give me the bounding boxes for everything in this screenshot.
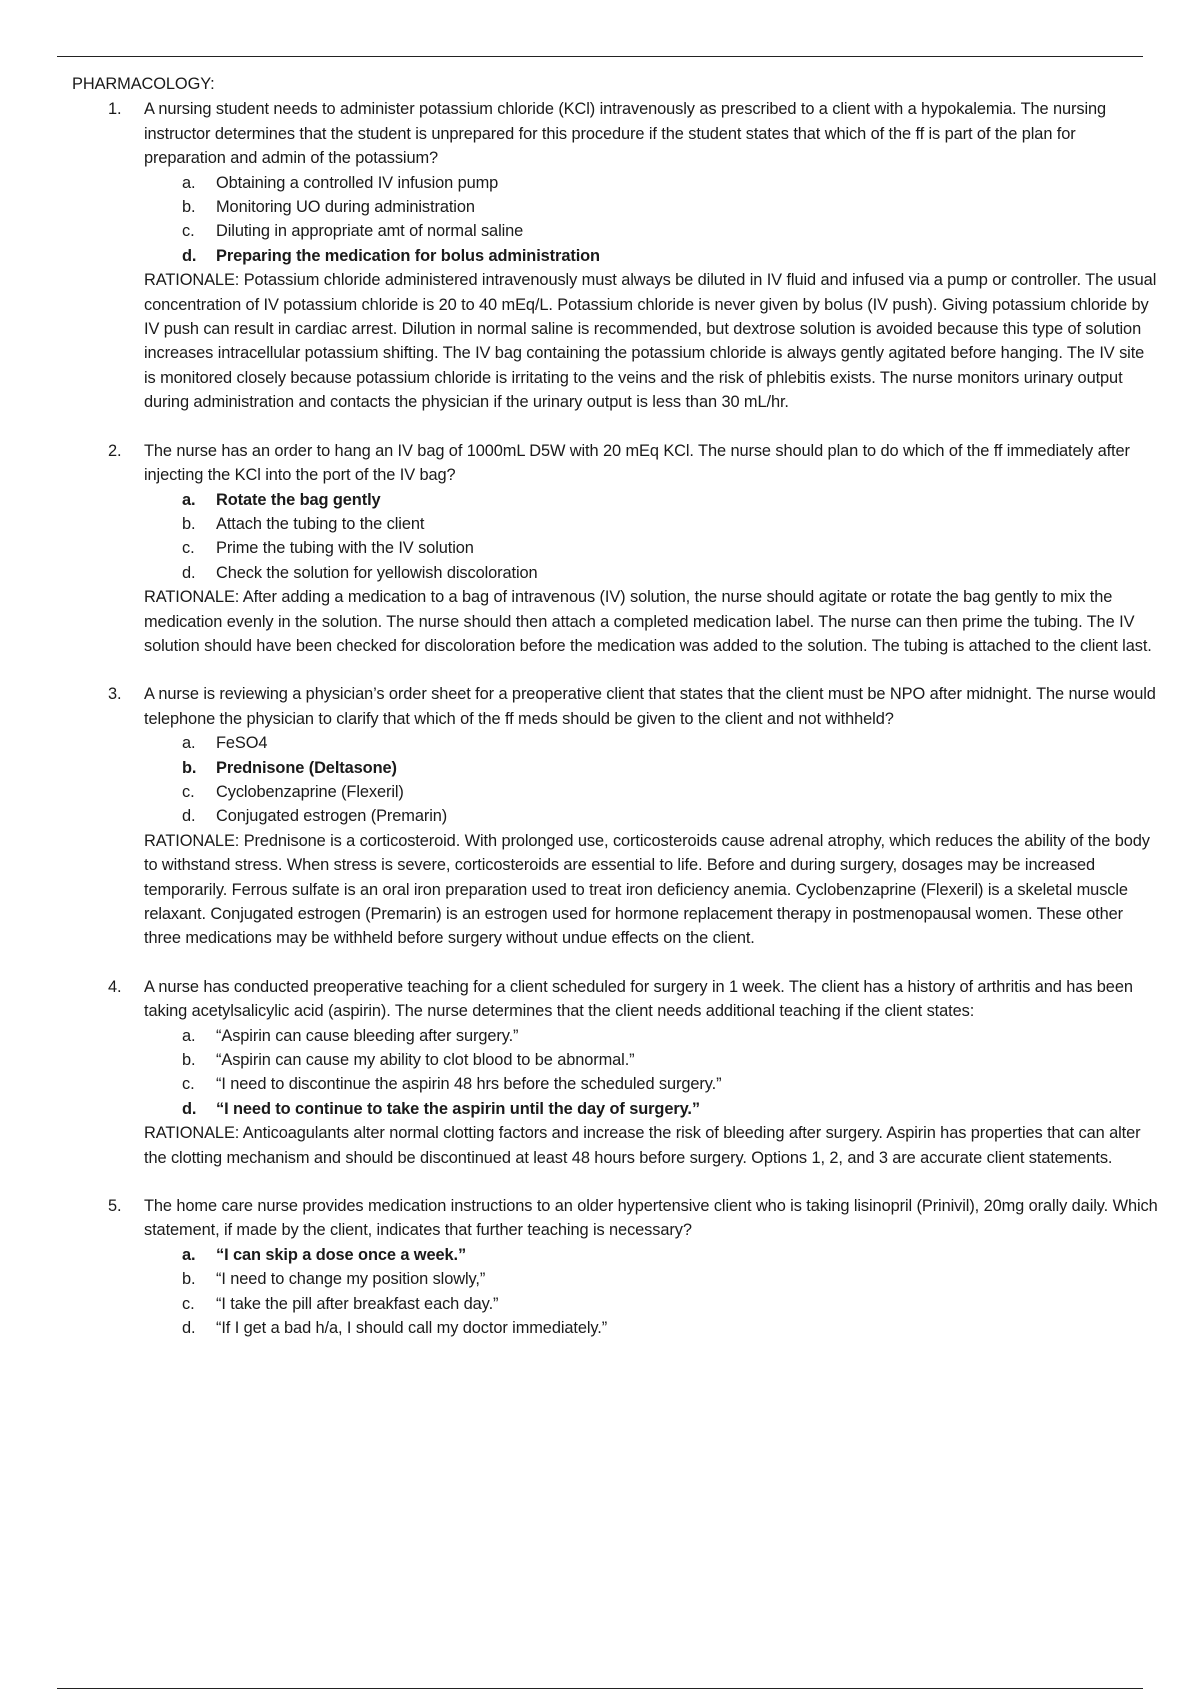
option-text: “Aspirin can cause my ability to clot blood to be abnormal.” [216, 1051, 635, 1070]
answer-option [144, 731, 1158, 755]
option-text: Preparing the medication for bolus administration [216, 246, 600, 265]
question-3 [72, 682, 1158, 950]
answer-option [144, 1267, 1158, 1291]
option-letter: a. [182, 1245, 196, 1264]
answer-option [144, 561, 1158, 585]
document-body [72, 72, 1158, 1341]
question-number: 2. [108, 441, 122, 460]
option-letter: c. [182, 1294, 195, 1313]
question-list [72, 97, 1158, 1340]
answer-option [144, 780, 1158, 804]
answer-option [144, 1292, 1158, 1316]
question-stem: The home care nurse provides medication instructions to an older hypertensive client who is taking lisinopril (Prinivil), 20mg orally daily. Which statement, if made by the client, indicates that further teaching is necessary? [144, 1197, 1158, 1240]
answer-option [144, 536, 1158, 560]
option-letter: c. [182, 222, 195, 241]
option-text: “I need to discontinue the aspirin 48 hrs before the scheduled surgery.” [216, 1075, 722, 1094]
question-5 [72, 1194, 1158, 1340]
option-letter: d. [182, 1099, 197, 1118]
question-1 [72, 97, 1158, 414]
option-text: Attach the tubing to the client [216, 514, 425, 533]
rationale-text: RATIONALE: After adding a medication to a bag of intravenous (IV) solution, the nurse should agitate or rotate the bag gently to mix the medication evenly in the solution. The nurse should then attach a completed medication label. The nurse can then prime the tubing. The IV solution should have been checked for discoloration before the medication was added to the solution. The tubing is attached to the client last. [144, 588, 1152, 655]
question-stem: A nurse is reviewing a physician’s order sheet for a preoperative client that states that the client must be NPO after midnight. The nurse would telephone the physician to clarify that which of the ff meds should be given to the client and not withheld? [144, 685, 1156, 728]
question-4 [72, 975, 1158, 1170]
answer-option [144, 1048, 1158, 1072]
bottom-rule [57, 1688, 1143, 1689]
option-letter: a. [182, 734, 196, 753]
rationale-text: RATIONALE: Prednisone is a corticosteroid. With prolonged use, corticosteroids cause adrenal atrophy, which reduces the ability of the body to withstand stress. When stress is severe, corticosteroids are essential to life. Before and during surgery, dosages may be increased temporarily. Ferrous sulfate is an oral iron preparation used to treat iron deficiency anemia. Cyclobenzaprine (Flexeril) is a skeletal muscle relaxant. Conjugated estrogen (Premarin) is an estrogen used for hormone replacement therapy in postmenopausal women. These other three medications may be withheld before surgery without undue effects on the client. [144, 831, 1150, 948]
option-letter: a. [182, 490, 196, 509]
answer-option [144, 512, 1158, 536]
question-number: 1. [108, 100, 122, 119]
option-text: Prednisone (Deltasone) [216, 758, 397, 777]
answer-option-correct [144, 1243, 1158, 1267]
rationale-text: RATIONALE: Potassium chloride administered intravenously must always be diluted in IV fluid and infused via a pump or controller. The usual concentration of IV potassium chloride is 20 to 40 mEq/L. Potassium chloride is never given by bolus (IV push). Giving potassium chloride by IV push can result in cardiac arrest. Dilution in normal saline is recommended, but dextrose solution is avoided because this type of solution increases intracellular potassium shifting. The IV bag containing the potassium chloride is always gently agitated before hanging. The IV site is monitored closely because potassium chloride is irritating to the veins and the risk of phlebitis exists. The nurse monitors urinary output during administration and contacts the physician if the urinary output is less than 30 mL/hr. [144, 271, 1157, 412]
option-letter: b. [182, 1051, 196, 1070]
question-stem: A nursing student needs to administer potassium chloride (KCl) intravenously as prescribed to a client with a hypokalemia. The nursing instructor determines that the student is unprepared for this procedure if the student states that which of the ff is part of the plan for preparation and admin of the potassium? [144, 100, 1107, 168]
rationale-text: RATIONALE: Anticoagulants alter normal clotting factors and increase the risk of bleeding after surgery. Aspirin has properties that can alter the clotting mechanism and should be discontinued at least 48 hours before surgery. Options 1, 2, and 3 are accurate client statements. [144, 1124, 1141, 1167]
question-2 [72, 439, 1158, 659]
question-number: 4. [108, 977, 122, 996]
answer-option [144, 1024, 1158, 1048]
question-number: 5. [108, 1197, 122, 1216]
answer-option-correct [144, 488, 1158, 512]
option-letter: b. [182, 1270, 196, 1289]
option-text: Obtaining a controlled IV infusion pump [216, 173, 499, 192]
option-letter: d. [182, 246, 197, 265]
answer-option [144, 1316, 1158, 1340]
option-text: “Aspirin can cause bleeding after surgery.” [216, 1026, 519, 1045]
option-text: Conjugated estrogen (Premarin) [216, 807, 448, 826]
option-letter: b. [182, 198, 196, 217]
option-text: Cyclobenzaprine (Flexeril) [216, 782, 404, 801]
option-text: “I can skip a dose once a week.” [216, 1245, 467, 1264]
question-number: 3. [108, 685, 122, 704]
option-letter: a. [182, 1026, 196, 1045]
answer-option [144, 804, 1158, 828]
question-stem: A nurse has conducted preoperative teaching for a client scheduled for surgery in 1 week. The client has a history of arthritis and has been taking acetylsalicylic acid (aspirin). The nurse determines that the client needs additional teaching if the client states: [144, 977, 1133, 1021]
answer-option [144, 1072, 1158, 1096]
option-text: “I need to continue to take the aspirin until the day of surgery.” [216, 1099, 700, 1118]
option-text: Diluting in appropriate amt of normal saline [216, 222, 524, 241]
option-text: FeSO4 [216, 734, 268, 753]
question-stem: The nurse has an order to hang an IV bag of 1000mL D5W with 20 mEq KCl. The nurse should plan to do which of the ff immediately after injecting the KCl into the port of the IV bag? [144, 441, 1130, 485]
option-letter: b. [182, 514, 196, 533]
option-letter: c. [182, 539, 195, 558]
answer-option-correct [144, 756, 1158, 780]
section-heading: PHARMACOLOGY: [72, 75, 215, 93]
answer-option-correct [144, 1097, 1158, 1121]
option-text: Prime the tubing with the IV solution [216, 539, 474, 558]
option-letter: c. [182, 1075, 195, 1094]
option-letter: a. [182, 173, 196, 192]
option-text: “I need to change my position slowly,” [216, 1270, 486, 1289]
answer-option-correct [144, 244, 1158, 268]
answer-option [144, 171, 1158, 195]
option-letter: c. [182, 782, 195, 801]
option-text: Rotate the bag gently [216, 490, 381, 509]
option-text: “If I get a bad h/a, I should call my doctor immediately.” [216, 1319, 608, 1338]
answer-option [144, 219, 1158, 243]
option-text: Check the solution for yellowish discoloration [216, 563, 538, 582]
answer-option [144, 195, 1158, 219]
option-letter: b. [182, 758, 197, 777]
option-text: Monitoring UO during administration [216, 198, 475, 217]
option-letter: d. [182, 807, 196, 826]
option-letter: d. [182, 563, 196, 582]
top-rule [57, 56, 1143, 57]
option-text: “I take the pill after breakfast each day.” [216, 1294, 499, 1313]
option-letter: d. [182, 1319, 196, 1338]
